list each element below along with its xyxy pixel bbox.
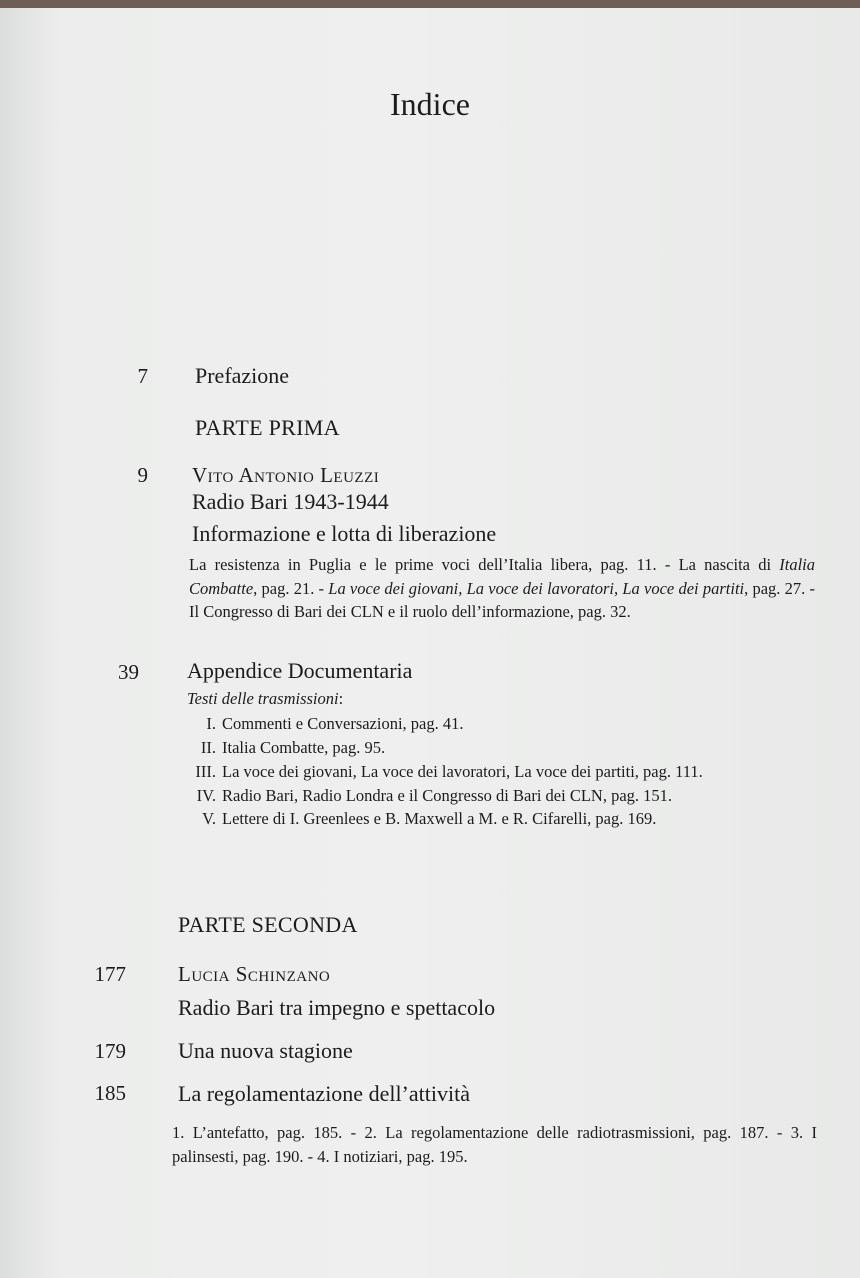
section-subtitle: Informazione e lotta di liberazione <box>192 521 497 546</box>
appendix-item: V. Lettere di I. Greenlees e B. Maxwell a M. e R. Cifarelli, pag. 169. <box>202 809 657 828</box>
toc-entry-appendix: Appendice Documentaria <box>187 658 413 683</box>
section-title: Radio Bari 1943-1944 <box>192 489 389 514</box>
toc-page-number: 177 <box>94 962 126 986</box>
section-title: Radio Bari tra impegno e spettacolo <box>178 995 496 1020</box>
part-two-heading: PARTE SECONDA <box>178 912 358 937</box>
toc-page-number: 9 <box>137 463 148 487</box>
appendix-item: III. La voce dei giovani, La voce dei lavoratori, La voce dei partiti, pag. 111. <box>195 762 703 781</box>
toc-page-number: 7 <box>137 364 148 388</box>
section-description: La resistenza in Puglia e le prime voci dell’Italia libera, pag. 11. - La nascita di Italia Combatte, pag. 21. - La voce dei giovani, La voce dei lavoratori, La voce dei partiti, pag. 27. - Il Congresso di Bari dei CLN e il ruolo dell’informazione, pag. 32. <box>189 555 815 621</box>
toc-entry: La regolamentazione dell’attività <box>178 1081 470 1106</box>
author-name: Vito Antonio Leuzzi <box>192 463 380 487</box>
toc-page-number: 185 <box>94 1081 126 1105</box>
part-one-heading: PARTE PRIMA <box>195 415 340 440</box>
toc-page-number: 39 <box>118 660 139 684</box>
page-title: Indice <box>390 86 470 122</box>
toc-entry: Una nuova stagione <box>178 1038 353 1063</box>
author-name: Lucia Schinzano <box>178 962 331 986</box>
appendix-item: II. Italia Combatte, pag. 95. <box>200 738 386 757</box>
appendix-intro: Testi delle trasmissioni: <box>187 689 344 708</box>
toc-entry-prefazione: Prefazione <box>195 363 290 388</box>
section-description: 1. L’antefatto, pag. 185. - 2. La regolamentazione delle radiotrasmissioni, pag. 187. - 3. I palinsesti, pag. 190. - 4. I notiziari, pag. 195. <box>172 1123 817 1166</box>
toc-page-number: 179 <box>94 1039 126 1063</box>
appendix-item: I. Commenti e Conversazioni, pag. 41. <box>206 714 464 733</box>
appendix-item: IV. Radio Bari, Radio Londra e il Congresso di Bari dei CLN, pag. 151. <box>196 786 673 805</box>
page-edge <box>0 0 860 8</box>
